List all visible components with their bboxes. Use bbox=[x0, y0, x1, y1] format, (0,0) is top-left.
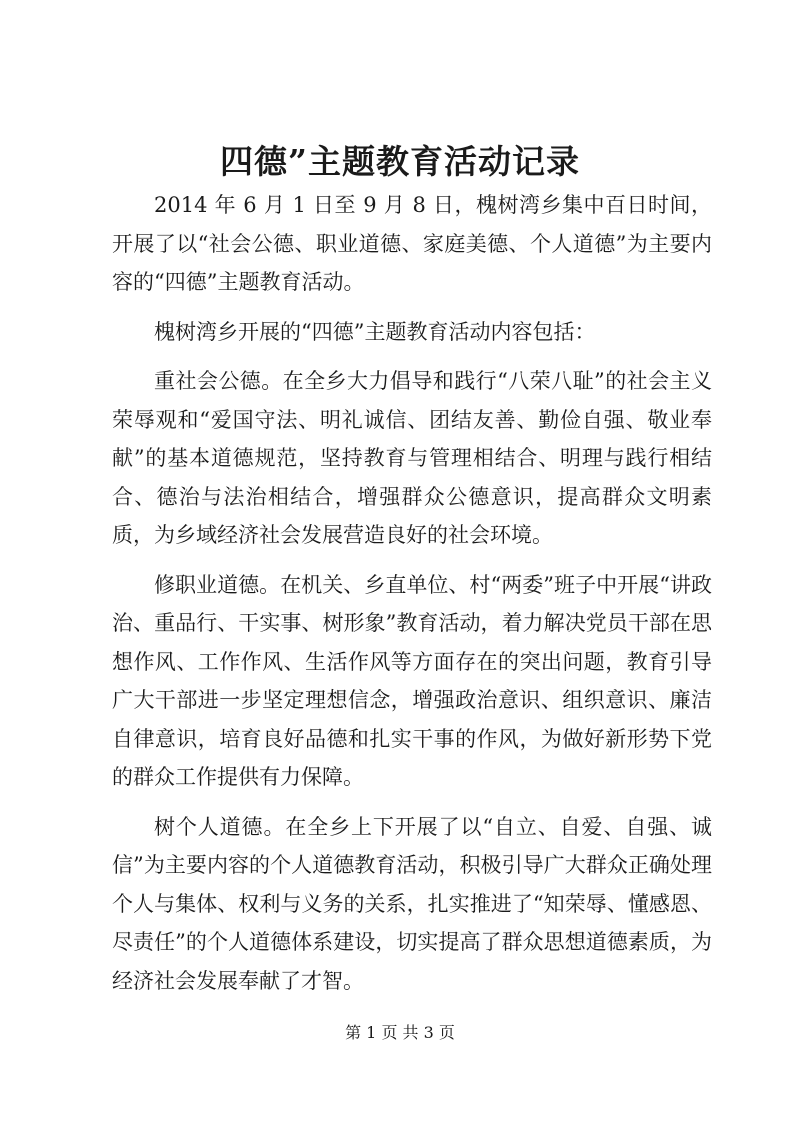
paragraph-content-summary: 槐树湾乡开展的“四德”主题教育活动内容包括： bbox=[154, 319, 596, 344]
document-title: 四德”主题教育活动记录 bbox=[220, 142, 580, 181]
paragraph-personal-morality: 树个人道德。在全乡上下开展了以“自立、自爱、自强、诚信”为主要内容的个人道德教育活动，积极引导广大群众正确处理个人与集体、权利与义务的关系，扎实推进了“知荣辱、懂感恩、尽责任”的个人道德体系建设，切实提高了群众思想道德素质，为经济社会发展奉献了才智。 bbox=[112, 814, 712, 993]
paragraph-professional-ethics: 修职业道德。在机关、乡直单位、村“两委”班子中开展“讲政治、重品行、干实事、树形象”教育活动，着力解决党员干部在思想作风、工作作风、生活作风等方面存在的突出问题，教育引导广大干部进一步坚定理想信念，增强政治意识、组织意识、廉洁自律意识，培育良好品德和扎实干事的作风，为做好新形势下党的群众工作提供有力保障。 bbox=[112, 572, 712, 789]
page-number-footer: 第 1 页 共 3 页 bbox=[345, 1023, 455, 1042]
paragraph-social-morality: 重社会公德。在全乡大力倡导和践行“八荣八耻”的社会主义荣辱观和“爱国守法、明礼诚信、团结友善、勤俭自强、敬业奉献”的基本道德规范，坚持教育与管理相结合、明理与践行相结合、德治与法治相结合，增强群众公德意识，提高群众文明素质，为乡域经济社会发展营造良好的社会环境。 bbox=[112, 369, 712, 547]
paragraph-intro: 2014 年 6 月 1 日至 9 月 8 日，槐树湾乡集中百日时间，开展了以“社会公德、职业道德、家庭美德、个人道德”为主要内容的“四德”主题教育活动。 bbox=[112, 193, 712, 294]
document-body bbox=[112, 186, 712, 1000]
